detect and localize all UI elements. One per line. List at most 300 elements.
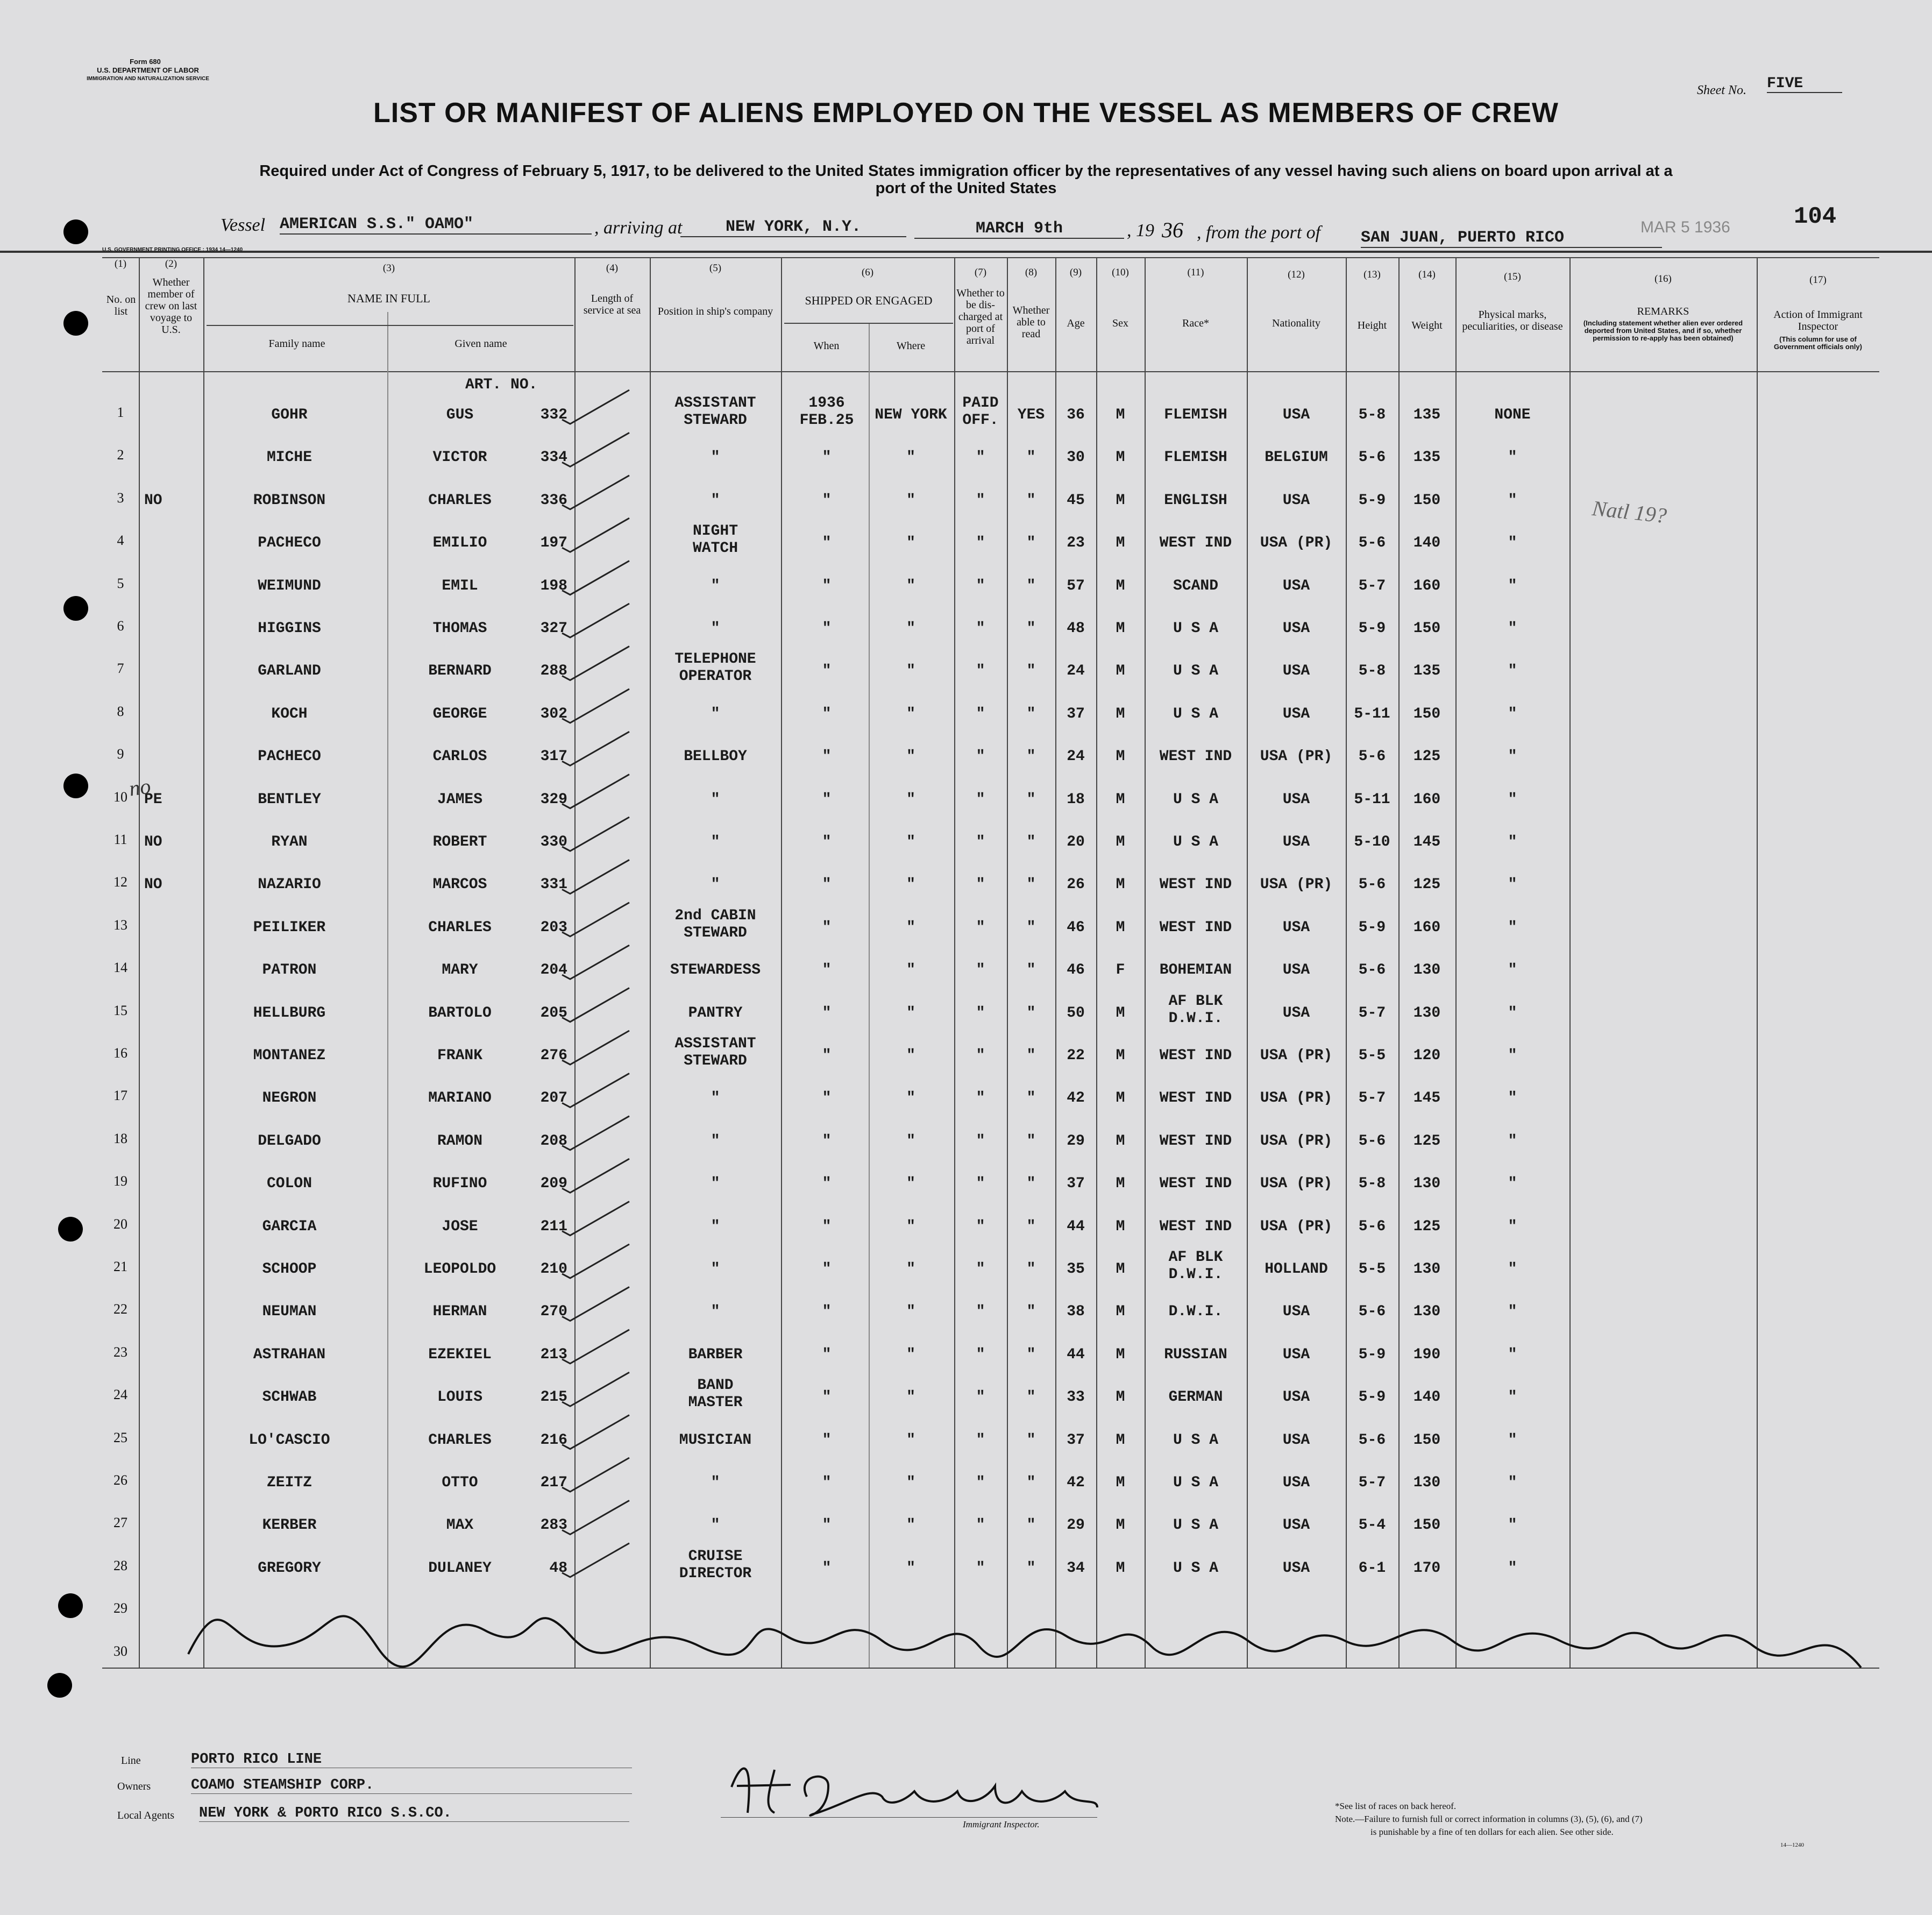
sex-cell: M [1116, 407, 1125, 423]
check-mark [562, 1244, 629, 1278]
race-cell: SCAND [1173, 577, 1218, 594]
discharged-cell: " [976, 492, 985, 509]
given-name-cell: BERNARD [428, 663, 492, 680]
family-name-cell: ROBINSON [253, 492, 326, 509]
sex-cell: M [1116, 748, 1125, 765]
physical-marks-cell: " [1508, 1346, 1517, 1363]
shipped-when-cell: " [822, 620, 832, 637]
nationality-cell: USA [1282, 1517, 1310, 1534]
sex-cell: M [1116, 834, 1125, 850]
nationality-cell: USA (PR) [1260, 1090, 1333, 1107]
discharged-cell: " [976, 1559, 985, 1577]
race-cell: BOHEMIAN [1159, 962, 1232, 979]
shipped-where-cell: " [906, 876, 915, 893]
sex-cell: M [1116, 1261, 1125, 1278]
art-number-cell: 213 [540, 1346, 567, 1363]
vessel-label: Vessel [221, 215, 266, 235]
discharged-cell: " [976, 577, 985, 594]
able-to-read-cell: " [1026, 1047, 1036, 1064]
family-name-cell: NEGRON [262, 1090, 317, 1107]
art-number-cell: 331 [540, 876, 567, 893]
check-mark [562, 390, 629, 424]
position-cell: " [711, 1218, 720, 1235]
race-cell: D.W.I. [1168, 1303, 1223, 1321]
art-no-header: ART. NO. [465, 377, 538, 393]
col-head-given: Given name [454, 338, 507, 350]
given-name-cell: EMIL [442, 577, 478, 594]
sex-cell: M [1116, 876, 1125, 893]
shipped-when-cell: " [822, 1346, 832, 1363]
art-number-cell: 302 [540, 705, 567, 722]
shipped-when-cell: " [822, 1303, 832, 1321]
race-cell: WEST IND [1159, 535, 1232, 552]
col-head-read: Whether able to read [1012, 304, 1050, 340]
position-cell-line2: DIRECTOR [679, 1565, 752, 1582]
discharged-cell: " [976, 1047, 985, 1064]
family-name-cell: GOHR [271, 407, 308, 423]
row-number: 17 [113, 1088, 127, 1104]
check-mark [562, 817, 629, 851]
given-name-cell: LOUIS [437, 1389, 482, 1406]
check-mark [562, 732, 629, 765]
physical-marks-cell: " [1508, 748, 1517, 765]
art-number-cell: 215 [540, 1389, 567, 1406]
family-name-cell: KERBER [262, 1517, 317, 1534]
shipped-where-cell: " [906, 1047, 915, 1064]
given-name-cell: EZEKIEL [428, 1346, 492, 1363]
discharged-cell: " [976, 449, 985, 466]
given-name-cell: LEOPOLDO [423, 1261, 496, 1278]
weight-cell: 140 [1413, 535, 1441, 552]
height-cell: 5-9 [1358, 620, 1386, 637]
discharged-cell: " [976, 1090, 985, 1107]
shipped-when-cell: " [822, 535, 832, 552]
given-name-cell: GUS [446, 407, 474, 423]
position-cell: " [711, 834, 720, 850]
age-cell: 44 [1067, 1218, 1085, 1235]
arrival-port: NEW YORK, N.Y. [680, 218, 906, 237]
penalty-note-2: is punishable by a fine of ten dollars for each alien. See other side. [1370, 1827, 1614, 1837]
printing-office: U.S. GOVERNMENT PRINTING OFFICE : 1934 14—1240 [102, 247, 243, 253]
art-number-cell: 283 [540, 1517, 567, 1534]
department: U.S. DEPARTMENT OF LABOR [97, 66, 199, 74]
nationality-cell: USA (PR) [1260, 1175, 1333, 1193]
discharged-cell: " [976, 791, 985, 808]
race-cell: U S A [1173, 705, 1218, 722]
nationality-cell: HOLLAND [1265, 1261, 1328, 1278]
arrival-date: MARCH 9th [914, 219, 1124, 239]
family-name-cell: COLON [266, 1175, 312, 1193]
col-head-where: Where [896, 340, 926, 352]
col-head-service: Length of service at sea [583, 293, 641, 316]
age-cell: 44 [1067, 1346, 1085, 1363]
sex-cell: M [1116, 1004, 1125, 1022]
discharged-cell: " [976, 1132, 985, 1150]
height-cell: 5-6 [1358, 748, 1386, 765]
weight-cell: 125 [1413, 1218, 1441, 1235]
check-mark [562, 1500, 629, 1534]
height-cell: 5-6 [1358, 876, 1386, 893]
art-number-cell: 211 [540, 1218, 567, 1235]
sex-cell: M [1116, 1218, 1125, 1235]
races-note: *See list of races on back hereof. [1335, 1801, 1457, 1811]
able-to-read-cell: " [1026, 1559, 1036, 1577]
shipped-when-cell: " [822, 1175, 832, 1193]
discharged-cell: " [976, 962, 985, 979]
race-cell: U S A [1173, 791, 1218, 808]
nationality-cell: USA (PR) [1260, 1132, 1333, 1150]
family-name-cell: DELGADO [258, 1132, 321, 1150]
age-cell: 24 [1067, 748, 1085, 765]
age-cell: 22 [1067, 1047, 1085, 1064]
given-name-cell: BARTOLO [428, 1004, 492, 1022]
page-title: LIST OR MANIFEST OF ALIENS EMPLOYED ON THE VESSEL AS MEMBERS OF CREW [373, 97, 1559, 129]
physical-marks-cell: " [1508, 535, 1517, 552]
nationality-cell: USA [1282, 834, 1310, 850]
col-head-action-note: (This column for use of Government officials only) [1774, 335, 1862, 351]
shipped-when-cell: " [822, 791, 832, 808]
weight-cell: 135 [1413, 407, 1441, 423]
sex-cell: M [1116, 492, 1125, 509]
discharged-cell: " [976, 1218, 985, 1235]
penalty-note: Note.—Failure to furnish full or correct information in columns (3), (5), (6), and (7) [1335, 1814, 1643, 1824]
physical-marks-cell: " [1508, 1517, 1517, 1534]
physical-marks-cell: " [1508, 919, 1517, 936]
physical-marks-cell: " [1508, 492, 1517, 509]
col-num-6: (6) [861, 267, 874, 278]
given-name-cell: JAMES [437, 791, 482, 808]
discharged-cell: " [976, 876, 985, 893]
race-cell-line2: D.W.I. [1168, 1010, 1223, 1027]
shipped-when-cell: " [822, 1474, 832, 1491]
shipped-when-cell: " [822, 705, 832, 722]
family-name-cell: PATRON [262, 962, 317, 979]
col-head-discharged: Whether to be dis-charged at port of arrival [956, 287, 1005, 346]
subtitle-line2: port of the United States [875, 180, 1057, 197]
discharged-cell: " [976, 1303, 985, 1321]
discharged-cell: " [976, 1175, 985, 1193]
inspector-signature [731, 1769, 1097, 1815]
shipped-where-cell: " [906, 1090, 915, 1107]
shipped-when-cell: " [822, 834, 832, 850]
able-to-read-cell: " [1026, 1346, 1036, 1363]
weight-cell: 135 [1413, 663, 1441, 680]
col-num-16: (16) [1654, 273, 1672, 285]
col-num-12: (12) [1288, 269, 1305, 280]
row-number: 16 [113, 1045, 127, 1061]
shipped-when-cell: " [822, 1517, 832, 1534]
col-num-10: (10) [1112, 267, 1129, 278]
sex-cell: M [1116, 1474, 1125, 1491]
age-cell: 38 [1067, 1303, 1085, 1321]
nationality-cell: USA [1282, 1559, 1310, 1577]
shipped-when-cell: " [822, 876, 832, 893]
able-to-read-cell: " [1026, 748, 1036, 765]
shipped-where-cell: NEW YORK [875, 407, 947, 423]
discharged-cell: " [976, 663, 985, 680]
col-head-nationality: Nationality [1272, 317, 1320, 329]
art-number-cell: 317 [540, 748, 567, 765]
sex-cell: M [1116, 1346, 1125, 1363]
position-cell: " [711, 1474, 720, 1491]
race-cell: U S A [1173, 1559, 1218, 1577]
sex-cell: M [1116, 449, 1125, 466]
sex-cell: M [1116, 535, 1125, 552]
physical-marks-cell: " [1508, 577, 1517, 594]
discharged-cell: " [976, 1517, 985, 1534]
weight-cell: 140 [1413, 1389, 1441, 1406]
subtitle-line1: Required under Act of Congress of February 5, 1917, to be delivered to the United States immigration officer by the representatives of any vessel having such aliens on board upon arrival at a [259, 162, 1673, 180]
sex-cell: F [1116, 962, 1125, 979]
check-mark [562, 689, 629, 723]
height-cell: 6-1 [1358, 1559, 1386, 1577]
position-cell-line2: OPERATOR [679, 668, 752, 685]
prev-voyage-cell: NO [144, 834, 162, 850]
able-to-read-cell: " [1026, 1218, 1036, 1235]
shipped-where-cell: " [906, 1261, 915, 1278]
able-to-read-cell: " [1026, 1431, 1036, 1449]
discharged-cell: " [976, 705, 985, 722]
col-num-2: (2) [165, 258, 177, 269]
shipped-where-cell: " [906, 1517, 915, 1534]
check-mark [562, 1543, 629, 1577]
position-cell: TELEPHONE [674, 651, 756, 668]
physical-marks-cell: " [1508, 962, 1517, 979]
position-cell: BELLBOY [684, 748, 747, 765]
prev-voyage-cell: NO [144, 492, 162, 509]
sex-cell: M [1116, 1090, 1125, 1107]
check-mark [562, 1287, 629, 1321]
height-cell: 5-6 [1358, 449, 1386, 466]
col-head-height: Height [1357, 320, 1387, 331]
position-cell-line2: STEWARD [684, 1053, 747, 1069]
race-cell: WEST IND [1159, 876, 1232, 893]
col-head-name: NAME IN FULL [347, 292, 430, 305]
row-number: 9 [117, 746, 124, 762]
col-num-17: (17) [1809, 274, 1827, 286]
age-cell: 37 [1067, 1431, 1085, 1449]
able-to-read-cell: " [1026, 1004, 1036, 1022]
position-cell: 2nd CABIN [674, 907, 756, 924]
agents-label: Local Agents [117, 1810, 175, 1821]
shipped-when-cell: " [822, 1218, 832, 1235]
physical-marks-cell: " [1508, 1559, 1517, 1577]
able-to-read-cell: " [1026, 492, 1036, 509]
page-number: 104 [1794, 203, 1837, 230]
family-name-cell: HIGGINS [258, 620, 321, 637]
race-cell: FLEMISH [1164, 449, 1227, 466]
position-cell-line2: STEWARD [684, 924, 747, 941]
height-cell: 5-8 [1358, 1175, 1386, 1193]
family-name-cell: PACHECO [258, 535, 321, 552]
row-number: 21 [113, 1259, 127, 1274]
sex-cell: M [1116, 1431, 1125, 1449]
given-name-cell: MAX [446, 1517, 474, 1534]
height-cell: 5-8 [1358, 663, 1386, 680]
physical-marks-cell: " [1508, 1047, 1517, 1064]
check-mark [562, 1372, 629, 1406]
position-cell: " [711, 876, 720, 893]
row-number: 4 [117, 533, 124, 549]
weight-cell: 160 [1413, 919, 1441, 936]
given-name-cell: MARCOS [432, 876, 487, 893]
position-cell: BARBER [688, 1346, 743, 1363]
row-number: 13 [113, 917, 127, 933]
physical-marks-cell: " [1508, 1132, 1517, 1150]
col-head-weight: Weight [1411, 320, 1443, 331]
nationality-cell: USA [1282, 1431, 1310, 1449]
check-mark [562, 476, 629, 509]
nationality-cell: USA (PR) [1260, 1218, 1333, 1235]
nationality-cell: USA (PR) [1260, 876, 1333, 893]
height-cell: 5-4 [1358, 1517, 1386, 1534]
discharged-cell: " [976, 1004, 985, 1022]
given-name-cell: RUFINO [432, 1175, 487, 1193]
race-cell: U S A [1173, 1517, 1218, 1534]
col-num-8: (8) [1025, 267, 1038, 278]
check-mark [562, 646, 629, 680]
race-cell: WEST IND [1159, 919, 1232, 936]
weight-cell: 130 [1413, 1261, 1441, 1278]
art-number-cell: 205 [540, 1004, 567, 1022]
position-cell-line2: MASTER [688, 1394, 743, 1412]
age-cell: 33 [1067, 1389, 1085, 1406]
family-name-cell: BENTLEY [258, 791, 321, 808]
able-to-read-cell: " [1026, 919, 1036, 936]
given-name-cell: CARLOS [432, 748, 487, 765]
row-number: 25 [113, 1429, 127, 1445]
race-cell: RUSSIAN [1164, 1346, 1227, 1363]
height-cell: 5-6 [1358, 962, 1386, 979]
shipped-where-cell: " [906, 492, 915, 509]
age-cell: 35 [1067, 1261, 1085, 1278]
col-num-5: (5) [709, 263, 722, 274]
physical-marks-cell: " [1508, 1431, 1517, 1449]
age-cell: 48 [1067, 620, 1085, 637]
col-head-race: Race* [1182, 317, 1209, 329]
position-cell: " [711, 1132, 720, 1150]
race-cell: WEST IND [1159, 1090, 1232, 1107]
discharged-cell: " [976, 1474, 985, 1491]
nationality-cell: USA [1282, 663, 1310, 680]
check-mark [562, 1202, 629, 1236]
col-num-11: (11) [1187, 267, 1204, 278]
race-cell: FLEMISH [1164, 407, 1227, 423]
art-number-cell: 329 [540, 791, 567, 808]
position-cell: " [711, 1517, 720, 1534]
race-cell: U S A [1173, 663, 1218, 680]
row-number: 18 [113, 1130, 127, 1146]
given-name-cell: ROBERT [432, 834, 487, 850]
position-cell: " [711, 620, 720, 637]
shipped-when-cell: " [822, 1090, 832, 1107]
art-number-cell: 217 [540, 1474, 567, 1491]
year-prefix: , 19 [1127, 221, 1154, 240]
race-cell: AF BLK [1168, 1249, 1223, 1266]
height-cell: 5-8 [1358, 407, 1386, 423]
row-number: 27 [113, 1515, 127, 1531]
row-number: 10 [113, 789, 127, 805]
art-number-cell: 210 [540, 1261, 567, 1278]
able-to-read-cell: " [1026, 705, 1036, 722]
weight-cell: 130 [1413, 1303, 1441, 1321]
check-mark [562, 988, 629, 1022]
position-cell: STEWARDESS [670, 962, 761, 979]
family-name-cell: RYAN [271, 834, 308, 850]
weight-cell: 125 [1413, 876, 1441, 893]
weight-cell: 150 [1413, 492, 1441, 509]
nationality-cell: USA [1282, 492, 1310, 509]
row-number: 12 [113, 874, 127, 890]
position-cell: PANTRY [688, 1004, 743, 1022]
physical-marks-cell: " [1508, 1389, 1517, 1406]
shipped-when-cell: " [822, 1261, 832, 1278]
height-cell: 5-7 [1358, 1474, 1386, 1491]
sex-cell: M [1116, 1389, 1125, 1406]
sex-cell: M [1116, 1047, 1125, 1064]
race-cell: WEST IND [1159, 1132, 1232, 1150]
owners-value: COAMO STEAMSHIP CORP. [191, 1777, 632, 1794]
given-name-cell: HERMAN [432, 1303, 487, 1321]
check-mark [562, 604, 629, 637]
race-cell-line2: D.W.I. [1168, 1266, 1223, 1283]
row-number: 15 [113, 1002, 127, 1018]
shipped-when-cell: " [822, 1047, 832, 1064]
weight-cell: 170 [1413, 1559, 1441, 1577]
sex-cell: M [1116, 1517, 1125, 1534]
sex-cell: M [1116, 1559, 1125, 1577]
age-cell: 57 [1067, 577, 1085, 594]
able-to-read-cell: " [1026, 1132, 1036, 1150]
race-cell: WEST IND [1159, 1218, 1232, 1235]
weight-cell: 125 [1413, 748, 1441, 765]
discharged-cell-line2: OFF. [962, 412, 999, 429]
nationality-cell: USA (PR) [1260, 748, 1333, 765]
sex-cell: M [1116, 577, 1125, 594]
able-to-read-cell: YES [1017, 407, 1045, 423]
col-head-age: Age [1067, 317, 1085, 329]
art-number-cell: 270 [540, 1303, 567, 1321]
family-name-cell: PACHECO [258, 748, 321, 765]
nationality-cell: USA [1282, 1346, 1310, 1363]
shipped-where-cell: " [906, 1303, 915, 1321]
col-head-when: When [813, 340, 840, 352]
shipped-where-cell: " [906, 791, 915, 808]
discharged-cell: PAID [962, 395, 999, 412]
owners-label: Owners [117, 1781, 151, 1792]
physical-marks-cell: " [1508, 449, 1517, 466]
age-cell: 46 [1067, 962, 1085, 979]
age-cell: 23 [1067, 535, 1085, 552]
shipped-where-cell: " [906, 834, 915, 850]
col-head-remarks-note: (Including statement whether alien ever ordered deported from United States, and if so, whether permission to re-apply has been obtained) [1583, 319, 1743, 342]
art-number-cell: 48 [549, 1559, 567, 1577]
row-number: 7 [117, 661, 124, 677]
from-port-label: , from the port of [1197, 223, 1321, 243]
check-mark [562, 432, 629, 466]
position-cell: " [711, 1090, 720, 1107]
family-name-cell: GARCIA [262, 1218, 317, 1235]
check-mark [562, 1116, 629, 1150]
position-cell: BAND [697, 1377, 734, 1394]
weight-cell: 160 [1413, 791, 1441, 808]
discharged-cell: " [976, 834, 985, 850]
shipped-when-cell: " [822, 962, 832, 979]
shipped-where-cell: " [906, 705, 915, 722]
family-name-cell: NEUMAN [262, 1303, 317, 1321]
height-cell: 5-6 [1358, 1303, 1386, 1321]
nationality-cell: USA [1282, 577, 1310, 594]
